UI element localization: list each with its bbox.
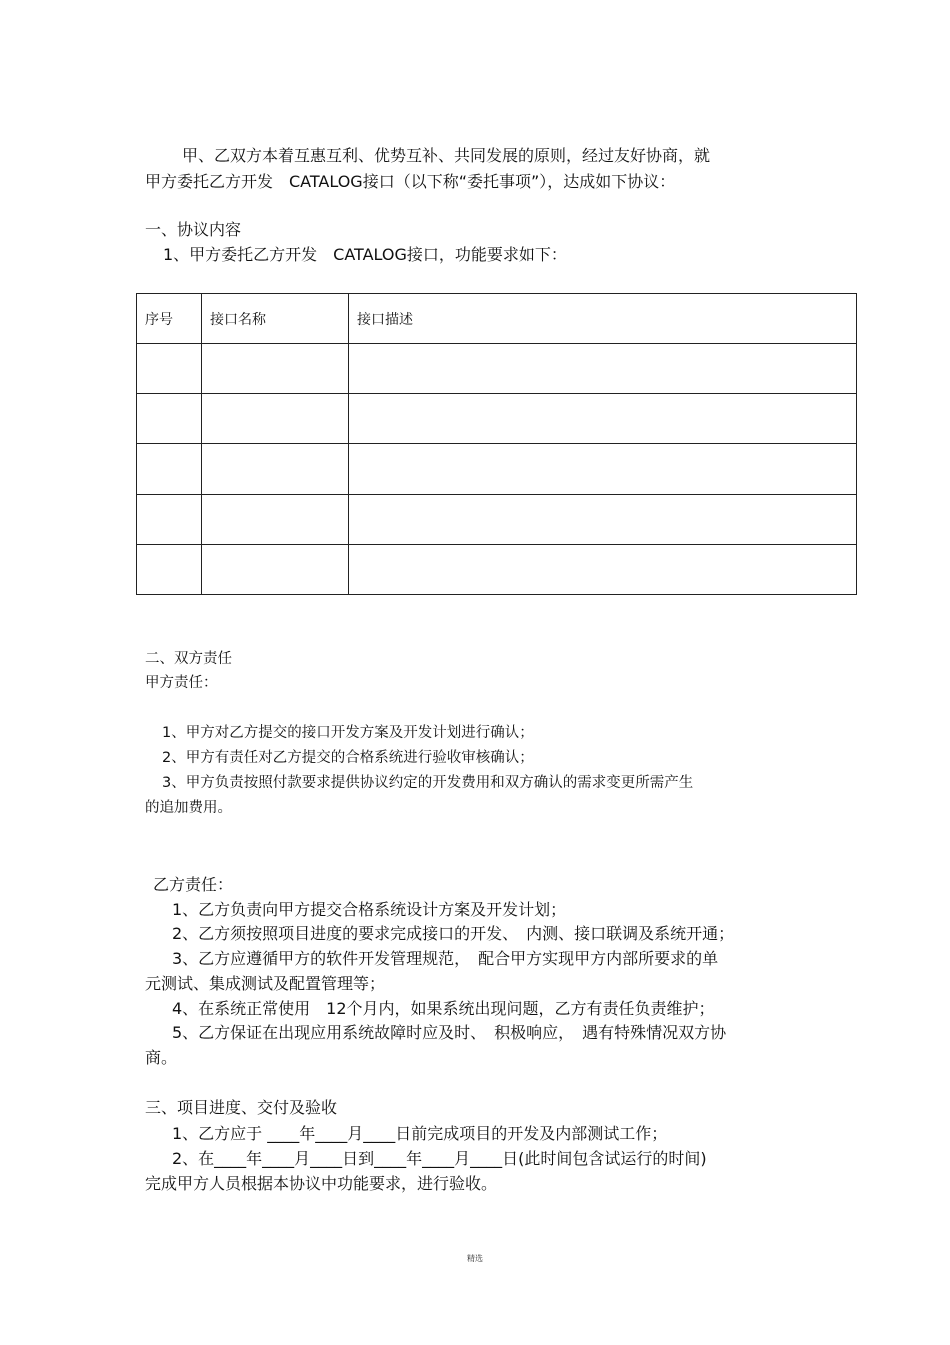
table-row	[137, 444, 857, 494]
party-b-item-5: 5、乙方保证在出现应用系统故障时应及时、 积极响应， 遇有特殊情况双方协	[172, 1023, 727, 1042]
party-a-title: 甲方责任：	[145, 675, 218, 691]
table-header-interface-description: 接口描述	[349, 294, 857, 344]
table-cell	[349, 444, 857, 494]
party-b-item-3: 3、乙方应遵循甲方的软件开发管理规范， 配合甲方实现甲方内部所要求的单	[172, 949, 719, 968]
table-cell	[349, 544, 857, 594]
table-cell	[137, 494, 202, 544]
party-a-item-3-cont: 的追加费用。	[145, 800, 232, 816]
table-header-index: 序号	[137, 294, 202, 344]
table-header-interface-name: 接口名称	[202, 294, 349, 344]
party-a-item-1: 1、甲方对乙方提交的接口开发方案及开发计划进行确认；	[162, 725, 534, 741]
section-3-item-1: 1、乙方应于 ____年____月____日前完成项目的开发及内部测试工作；	[172, 1124, 668, 1143]
table-cell	[349, 494, 857, 544]
table-row	[137, 544, 857, 594]
section-1-item-1: 1、甲方委托乙方开发 CATALOG接口，功能要求如下：	[163, 245, 567, 264]
section-3-item-2: 2、在____年____月____日到____年____月____日(此时间包含试运行的时间)	[172, 1149, 707, 1168]
table-cell	[137, 344, 202, 394]
table-cell	[202, 344, 349, 394]
table-header-row	[137, 294, 857, 344]
party-b-item-2: 2、乙方须按照项目进度的要求完成接口的开发、 内测、接口联调及系统开通；	[172, 924, 735, 943]
table-cell	[137, 544, 202, 594]
table-cell	[349, 394, 857, 444]
party-a-item-3: 3、甲方负责按照付款要求提供协议约定的开发费用和双方确认的需求变更所需产生	[162, 775, 694, 791]
table-cell	[137, 444, 202, 494]
party-a-item-2: 2、甲方有责任对乙方提交的合格系统进行验收审核确认；	[162, 750, 534, 766]
section-3-heading: 三、项目进度、交付及验收	[145, 1098, 338, 1117]
table-row	[137, 494, 857, 544]
table-row	[137, 394, 857, 444]
intro-line-1: 甲、乙双方本着互惠互利、优势互补、共同发展的原则，经过友好协商，就	[182, 146, 711, 165]
section-3-item-2-cont: 完成甲方人员根据本协议中功能要求，进行验收。	[145, 1174, 498, 1193]
party-b-item-4: 4、在系统正常使用 12个月内，如果系统出现问题，乙方有责任负责维护；	[172, 999, 715, 1018]
section-2-heading: 二、双方责任	[145, 651, 232, 667]
page-footer: 精选	[467, 1254, 483, 1263]
requirements-table	[136, 293, 857, 595]
table-row	[137, 344, 857, 394]
party-b-item-1: 1、乙方负责向甲方提交合格系统设计方案及开发计划；	[172, 900, 567, 919]
table-cell	[202, 544, 349, 594]
table-cell	[202, 444, 349, 494]
party-b-item-3-cont: 元测试、集成测试及配置管理等；	[145, 974, 386, 993]
section-1-heading: 一、协议内容	[145, 220, 242, 239]
table-cell	[202, 494, 349, 544]
intro-line-2: 甲方委托乙方开发 CATALOG接口（以下称“委托事项”），达成如下协议：	[145, 172, 676, 191]
party-b-item-5-cont: 商。	[145, 1048, 178, 1067]
table-cell	[137, 394, 202, 444]
party-b-title: 乙方责任：	[153, 875, 234, 894]
table-cell	[349, 344, 857, 394]
table-cell	[202, 394, 349, 444]
